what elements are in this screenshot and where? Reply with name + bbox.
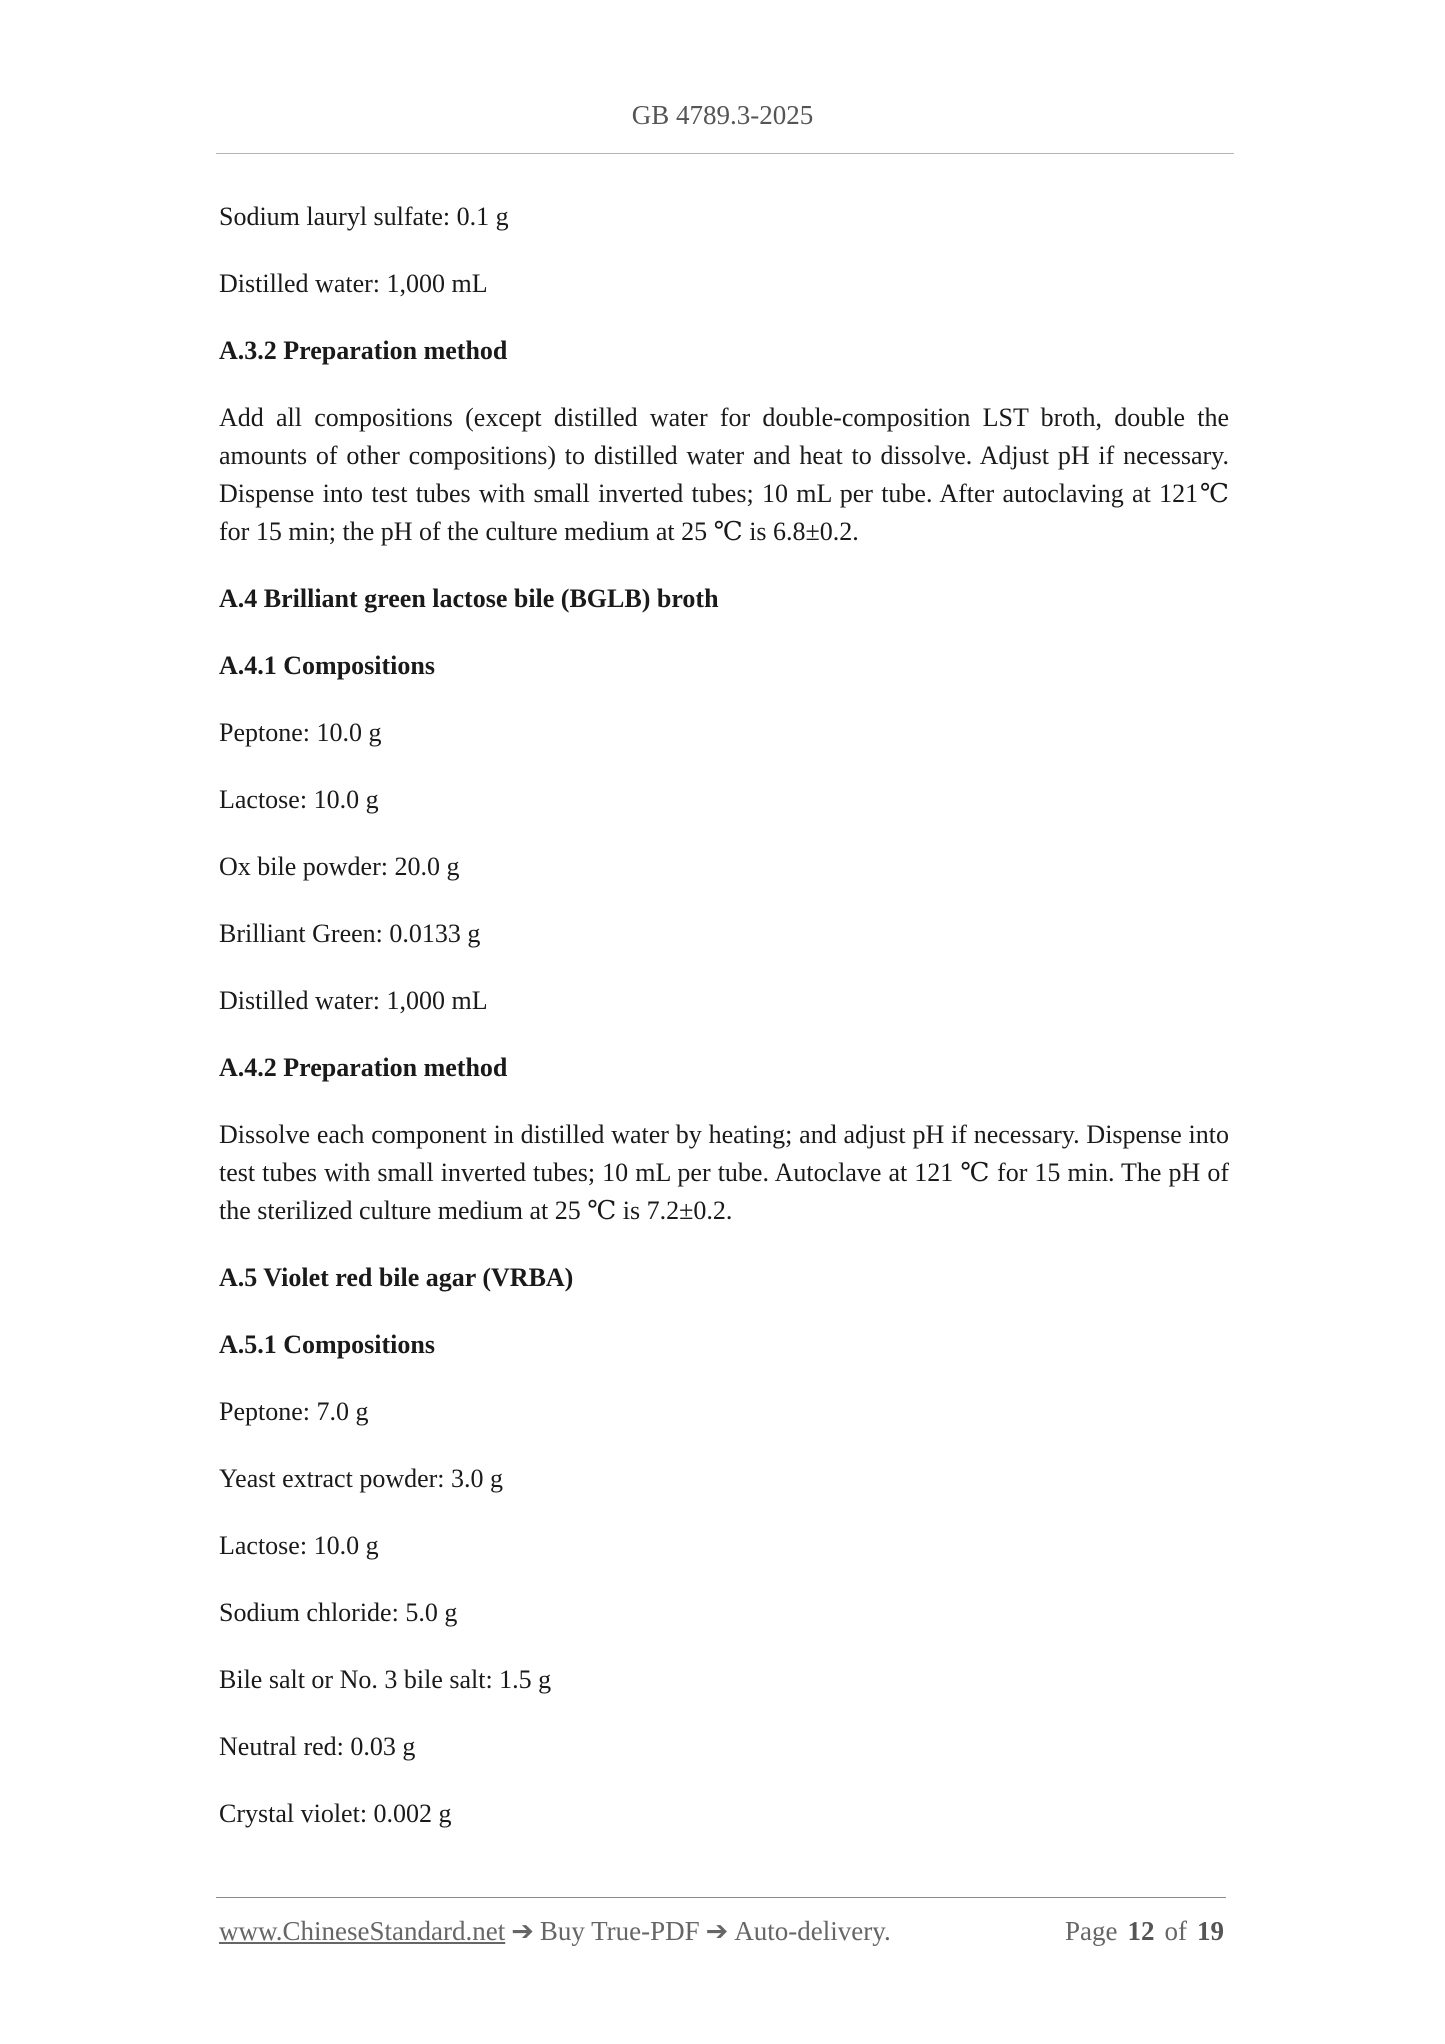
delivery-text: Auto-delivery. [734,1916,891,1946]
footer-promo [219,1916,891,1947]
body-line: Ox bile powder: 20.0 g [219,852,460,881]
body-line: Peptone: 10.0 g [219,718,382,747]
body-line: Yeast extract powder: 3.0 g [219,1464,504,1493]
document-header [0,100,1445,131]
standard-number: GB 4789.3-2025 [631,100,814,130]
page-label: Page [1065,1916,1118,1946]
of-label: of [1164,1916,1187,1946]
total-pages: 19 [1197,1916,1224,1946]
body-line: Bile salt or No. 3 bile salt: 1.5 g [219,1665,552,1694]
section-heading: A.5.1 Compositions [219,1330,435,1359]
section-heading: A.5 Violet red bile agar (VRBA) [219,1263,574,1292]
buy-text: Buy True-PDF [539,1916,700,1946]
current-page: 12 [1127,1916,1155,1946]
body-line: Sodium chloride: 5.0 g [219,1598,458,1627]
header-divider [216,153,1234,154]
right-arrow-icon: ➔ [705,1916,729,1946]
body-line: Peptone: 7.0 g [219,1397,369,1426]
body-line: Sodium lauryl sulfate: 0.1 g [219,202,509,231]
body-paragraph: Add all compositions (except distilled water for double-composition LST broth, double the amounts of other compositions) to distilled water and heat to dissolve. Adjust pH if necessary. Dispense into test tubes with small inverted tubes; 10 mL per tube. After autoclaving at 121℃ for 15 min; the pH of the culture medium at 25 ℃ is 6.8±0.2. [219,403,1229,546]
body-paragraph: Dissolve each component in distilled water by heating; and adjust pH if necessary. Dispense into test tubes with small inverted tubes; 10 mL per tube. Autoclave at 121 ℃ for 15 min. The pH of the sterilized culture medium at 25 ℃ is 7.2±0.2. [219,1120,1229,1225]
section-heading: A.4.2 Preparation method [219,1053,508,1082]
body-line: Brilliant Green: 0.0133 g [219,919,481,948]
section-heading: A.4 Brilliant green lactose bile (BGLB) broth [219,584,719,613]
body-line: Distilled water: 1,000 mL [219,269,488,298]
body-line: Lactose: 10.0 g [219,785,379,814]
section-heading: A.4.1 Compositions [219,651,435,680]
page-indicator [1065,1916,1224,1947]
section-heading: A.3.2 Preparation method [219,336,508,365]
body-line: Distilled water: 1,000 mL [219,986,488,1015]
website-link[interactable]: www.ChineseStandard.net [219,1916,506,1946]
document-body [219,198,1229,1862]
body-line: Lactose: 10.0 g [219,1531,379,1560]
body-line: Neutral red: 0.03 g [219,1732,416,1761]
footer-divider [216,1897,1226,1898]
right-arrow-icon: ➔ [511,1916,534,1946]
body-line: Crystal violet: 0.002 g [219,1799,452,1828]
